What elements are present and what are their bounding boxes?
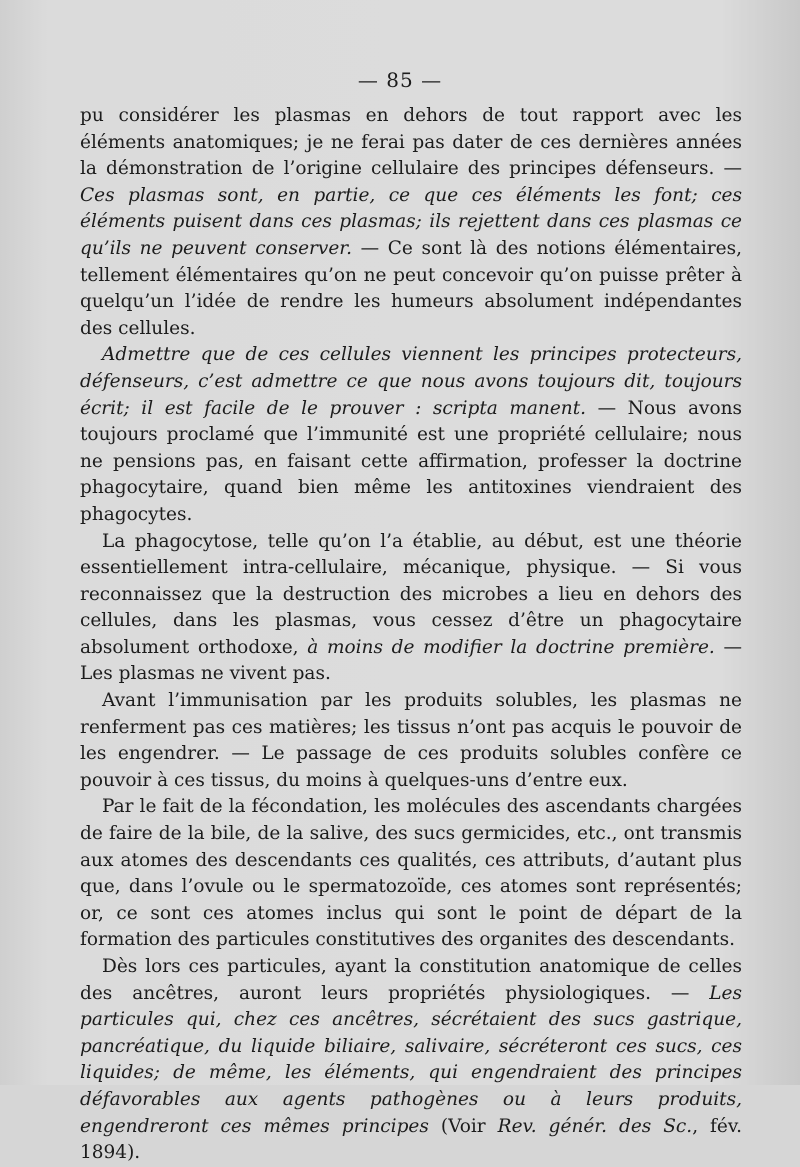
italic-segment: Admettre que de ces cellules viennent les principes protecteurs, défenseurs, c’est admettre ce que nous avons toujours dit, toujours écrit; il est facile de le prouver : scripta manent.	[80, 344, 742, 419]
text-segment: Avant l’immunisation par les produits solubles, les plasmas ne renferment pas ces matières; les tissus n’ont pas acquis le pouvoir de les engendrer. — Le passage de ces produits solubles confère ce pouvoir à ces tissus, du moins à quelques-uns d’entre eux.	[80, 690, 742, 791]
italic-segment: Les particules qui, chez ces ancêtres, sécrétaient des sucs gastrique, pancréatique, du liquide biliaire, salivaire, sécréteront ces sucs, ces liquides; de même, les éléments, qui engendraient des principes défavorables aux agents pathogènes ou à leurs produits, engendreront ces mêmes principes	[80, 982, 742, 1137]
body-text	[80, 103, 742, 1167]
page-number: — 85 —	[357, 68, 443, 92]
text-segment: (Voir	[428, 1115, 498, 1137]
text-segment: Par le fait de la fécondation, les molécules des ascendants chargées de faire de la bile, de la salive, des sucs germicides, etc., ont transmis aux atomes des descendants ces qualités, ces attributs, d’autant plus que, dans l’ovule ou le spermatozoïde, ces atomes sont représentés; or, ce sont ces atomes inclus qui sont le point de départ de la formation des particules constitutives des organites des descendants.	[80, 796, 742, 951]
italic-segment: Ces plasmas sont, en partie, ce que ces éléments les font; ces éléments puisent dans ces plasmas; ils rejettent dans ces plasmas ce qu’ils ne peuvent conserver.	[80, 184, 742, 259]
paragraph-2	[80, 342, 742, 528]
text-segment: Dès lors ces particules, ayant la constitution anatomique de celles des ancêtres, auront leurs propriétés physiologiques. —	[80, 956, 742, 1004]
text-segment: , fév. 1894).	[80, 1115, 742, 1164]
paragraph-4	[80, 688, 742, 794]
text-segment: La phagocytose, telle qu’on l’a établie, au début, est une théorie essentiellement intra-cellulaire, mécanique, physique. — Si vous reconnaissez que la destruction des microbes a lieu en dehors des cellules, dans les plasmas, vous cessez d’être un phagocytaire absolument orthodoxe,	[80, 530, 742, 658]
italic-segment: à moins de modifier la doctrine première.	[307, 636, 715, 658]
paragraph-5	[80, 794, 742, 954]
text-segment: — Ce sont là des notions élémentaires, tellement élémentaires qu’on ne peut concevoir qu’on puisse prêter à quelqu’un l’idée de rendre les humeurs absolument indépendantes des cellules.	[80, 237, 743, 339]
paragraph-6	[80, 954, 742, 1167]
paragraph-1	[80, 103, 742, 342]
italic-segment: Rev. génér. des Sc.	[497, 1115, 693, 1137]
text-segment: — Nous avons toujours proclamé que l’immunité est une propriété cellulaire; nous ne pensions pas, en faisant cette affirmation, professer la doctrine phagocytaire, quand bien même les antitoxines viendraient des phagocytes.	[80, 397, 742, 525]
text-segment: — Les plasmas ne vivent pas.	[80, 636, 742, 685]
text-segment: pu considérer les plasmas en dehors de tout rapport avec les éléments anatomiques; je ne ferai pas dater de ces dernières années la démonstration de l’origine cellulaire des principes défenseurs. —	[80, 105, 742, 180]
paragraph-3	[80, 529, 742, 689]
